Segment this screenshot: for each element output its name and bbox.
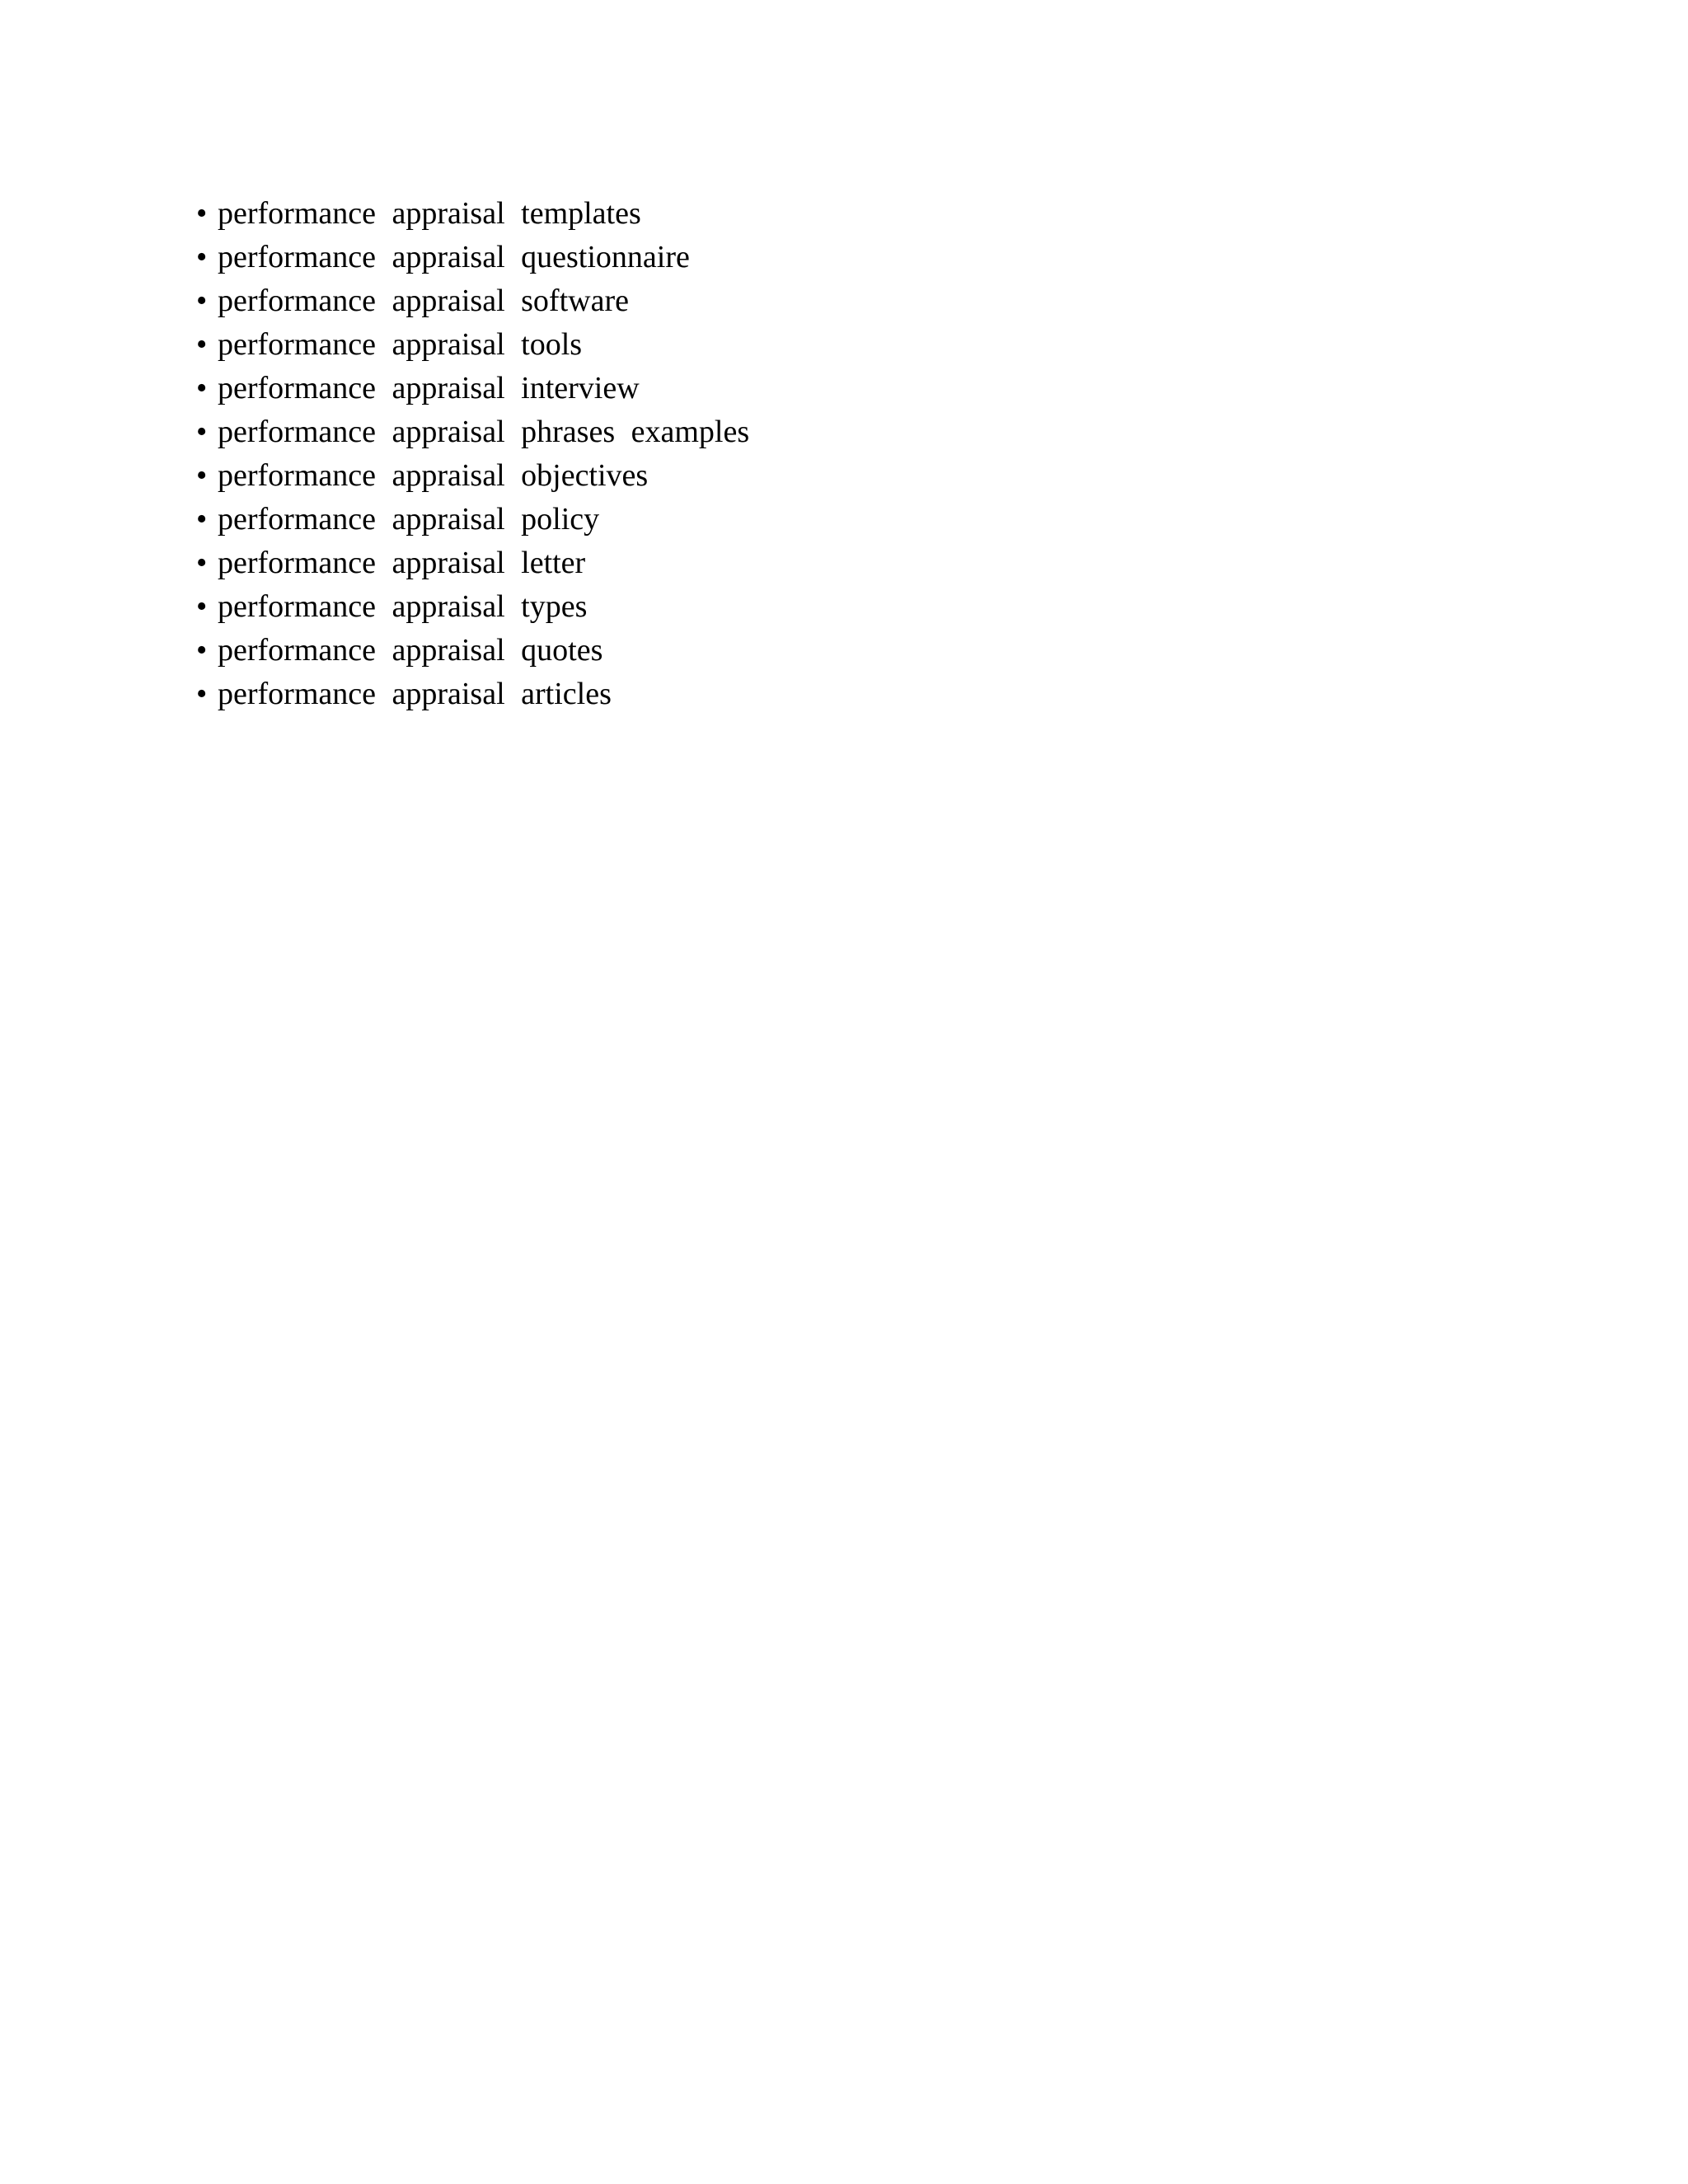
list-item-text: performance appraisal objectives	[218, 458, 649, 493]
list-item	[196, 498, 749, 541]
list-item	[196, 541, 749, 585]
bullet-icon: •	[196, 589, 208, 624]
list-item	[196, 323, 749, 367]
list-item-text: performance appraisal software	[218, 284, 629, 318]
bullet-list	[196, 192, 749, 716]
bullet-icon: •	[196, 284, 208, 318]
bullet-icon: •	[196, 677, 208, 711]
list-item	[196, 585, 749, 629]
bullet-icon: •	[196, 633, 208, 668]
bullet-icon: •	[196, 458, 208, 493]
list-item	[196, 673, 749, 716]
bullet-icon: •	[196, 196, 208, 231]
bullet-icon: •	[196, 240, 208, 274]
list-item-text: performance appraisal quotes	[218, 633, 603, 668]
list-item-text: performance appraisal types	[218, 589, 588, 624]
list-item-text: performance appraisal letter	[218, 546, 586, 580]
list-item	[196, 629, 749, 673]
bullet-icon: •	[196, 415, 208, 449]
list-item	[196, 454, 749, 498]
list-item	[196, 410, 749, 454]
bullet-icon: •	[196, 371, 208, 405]
bullet-icon: •	[196, 327, 208, 362]
list-item-text: performance appraisal articles	[218, 677, 612, 711]
list-item	[196, 367, 749, 410]
list-item	[196, 236, 749, 279]
list-item-text: performance appraisal templates	[218, 196, 641, 231]
list-item-text: performance appraisal questionnaire	[218, 240, 690, 274]
list-item	[196, 279, 749, 323]
list-item-text: performance appraisal tools	[218, 327, 583, 362]
list-item-text: performance appraisal phrases examples	[218, 415, 750, 449]
list-item	[196, 192, 749, 236]
list-item-text: performance appraisal interview	[218, 371, 640, 405]
bullet-icon: •	[196, 502, 208, 537]
bullet-icon: •	[196, 546, 208, 580]
list-item-text: performance appraisal policy	[218, 502, 600, 537]
